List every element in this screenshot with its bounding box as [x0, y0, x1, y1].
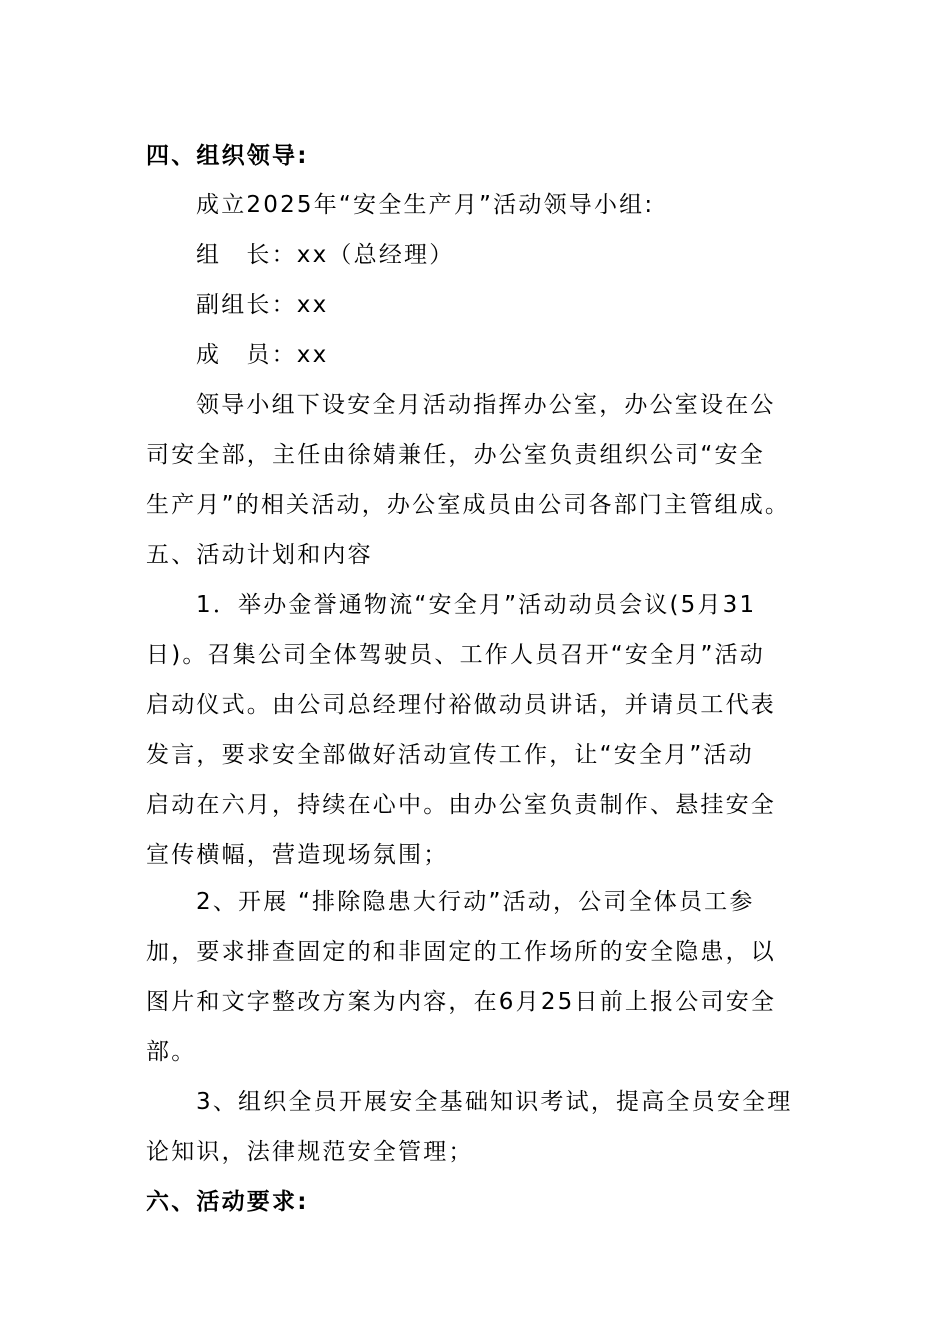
deputy-leader-line: 副组长：xx — [196, 292, 329, 318]
paragraph-line: 成立2025年“安全生产月”活动领导小组: — [196, 192, 655, 218]
paragraph-line: 领导小组下设安全月活动指挥办公室，办公室设在公 — [196, 392, 776, 418]
paragraph-line: 图片和文字整改方案为内容，在6月25日前上报公司安全 — [146, 989, 777, 1015]
paragraph-line: 日)。召集公司全体驾驶员、工作人员召开“安全月”活动 — [146, 642, 766, 668]
paragraph-line: 发言，要求安全部做好活动宣传工作，让“安全月”活动 — [146, 742, 754, 768]
paragraph-line: 2、开展 “排除隐患大行动”活动，公司全体员工参 — [196, 889, 755, 915]
paragraph-line: 司安全部，主任由徐婧兼任，办公室负责组织公司“安全 — [146, 442, 765, 468]
paragraph-line: 3、组织全员开展安全基础知识考试，提高全员安全理 — [196, 1089, 793, 1115]
paragraph-line: 加，要求排查固定的和非固定的工作场所的安全隐患，以 — [146, 939, 776, 965]
paragraph-line: 宣传横幅，营造现场氛围； — [146, 842, 449, 868]
team-leader-line: 组 长：xx（总经理） — [196, 242, 455, 268]
members-line: 成 员：xx — [196, 342, 329, 368]
paragraph-line: 1．举办金誉通物流“安全月”活动动员会议(5月31 — [196, 592, 757, 618]
section-heading-organization: 四、组织领导: — [146, 143, 309, 169]
paragraph-line: 启动在六月，持续在心中。由办公室负责制作、悬挂安全 — [146, 792, 776, 818]
paragraph-line: 生产月”的相关活动，办公室成员由公司各部门主管组成。 — [146, 492, 791, 518]
section-heading-plan: 五、活动计划和内容 — [146, 542, 373, 568]
section-heading-requirements: 六、活动要求: — [146, 1189, 309, 1215]
paragraph-line: 部。 — [146, 1039, 197, 1065]
paragraph-line: 论知识，法律规范安全管理； — [146, 1139, 474, 1165]
paragraph-line: 启动仪式。由公司总经理付裕做动员讲话，并请员工代表 — [146, 692, 776, 718]
